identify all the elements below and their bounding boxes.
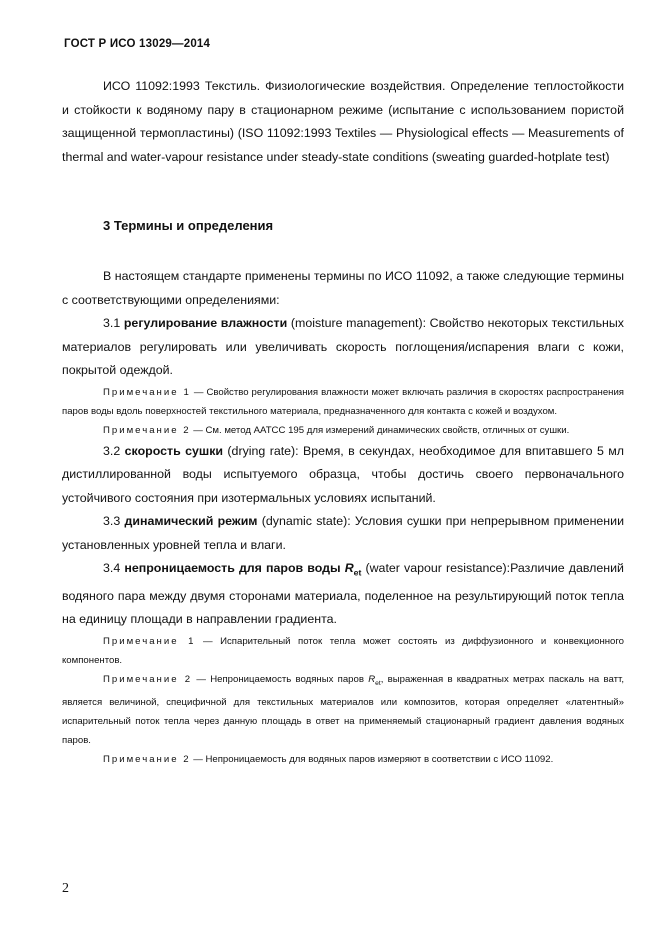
term-name: регулирование влажности	[123, 316, 288, 330]
note-text: — Испарительный поток тепла может состоять из диффузионного и конвекционного компонентов.	[62, 635, 625, 666]
term-number: 3.3	[103, 514, 121, 528]
note-symbol: R	[368, 673, 376, 685]
term-definition: (drying rate): Время, в секундах, необходимое для впитавшего 5 мл дистиллированной воды испытуемого образца, чтобы достичь своего первоначального устойчивого состояния при изотермальных условиях испытаний.	[62, 443, 624, 505]
note-label: Примечание 2	[103, 673, 193, 685]
term-3-2	[62, 440, 624, 511]
note-3-4-2	[62, 670, 624, 750]
term-number: 3.2	[103, 443, 121, 458]
note-3-4-3	[62, 750, 624, 769]
term-number: 3.4	[103, 561, 121, 575]
term-symbol-sub: et	[353, 567, 362, 578]
note-symbol-sub: et	[375, 679, 381, 687]
note-label: Примечание 1	[103, 635, 196, 647]
note-text: — Непроницаемость для водяных паров измеряют в соответствии с ИСО 11092.	[193, 753, 554, 765]
note-label: Примечание 1	[103, 386, 191, 398]
term-3-3	[62, 510, 624, 557]
note-text: — Свойство регулирования влажности может включать различия в скоростях распространения паров воды вдоль поверхностей текстильного материала, предназначенного для контакта с кожей и воздухом.	[62, 386, 625, 417]
note-text-before: — Непроницаемость водяных паров	[196, 673, 369, 685]
note-3-1-2	[62, 421, 624, 440]
term-definition: (moisture management): Свойство некоторых текстильных материалов регулировать или увеличивать скорость поглощения/испарения влаги с кожи, покрытой одеждой.	[62, 316, 624, 377]
term-symbol: R	[344, 561, 354, 575]
term-definition: (dynamic state): Условия сушки при непрерывном применении установленных уровней тепла и влаги.	[62, 514, 624, 552]
term-name: скорость сушки	[124, 443, 224, 458]
section-body	[62, 265, 624, 769]
normative-reference	[62, 75, 624, 169]
note-3-4-1	[62, 632, 624, 670]
reference-text: ИСО 11092:1993 Текстиль. Физиологические воздействия. Определение теплостойкости и стойкости к водяному пару в стационарном режиме (испытание с использованием пористой защищенной термопластины) (ISO 11092:1993 Textiles — Physiological effects — Measurements of thermal and water-vapour resistance under steady-state conditions (sweating guarded-hotplate test)	[62, 79, 624, 164]
term-3-4	[62, 557, 624, 632]
term-name: динамический режим	[124, 514, 258, 528]
note-text-after: , выраженная в квадратных метрах паскаль на ватт, является величиной, специфичной для текстильных материалов или композитов, которая определяет «латентный» испарительный поток тепла через данную площадь в ответ на применяемый стационарный градиент давления водяных паров.	[62, 673, 624, 746]
page-number: 2	[62, 881, 69, 896]
section-title: 3 Термины и определения	[103, 218, 274, 233]
note-text: — См. метод AATCC 195 для измерений динамических свойств, отличных от сушки.	[193, 424, 570, 436]
term-number: 3.1	[103, 316, 121, 330]
note-label: Примечание 2	[103, 753, 191, 765]
term-definition: (water vapour resistance):Различие давлений водяного пара между двумя сторонами материала, поделенное на результирующий поток тепла на единицу площади в направлении градиента.	[62, 561, 624, 627]
intro-paragraph: В настоящем стандарте применены термины по ИСО 11092, а также следующие термины с соответствующими определениями:	[62, 269, 624, 307]
document-header: ГОСТ Р ИСО 13029—2014	[64, 38, 211, 50]
term-name: непроницаемость для паров воды	[124, 561, 341, 575]
term-3-1	[62, 312, 624, 383]
note-3-1-1	[62, 383, 624, 421]
note-label: Примечание 2	[103, 424, 191, 436]
